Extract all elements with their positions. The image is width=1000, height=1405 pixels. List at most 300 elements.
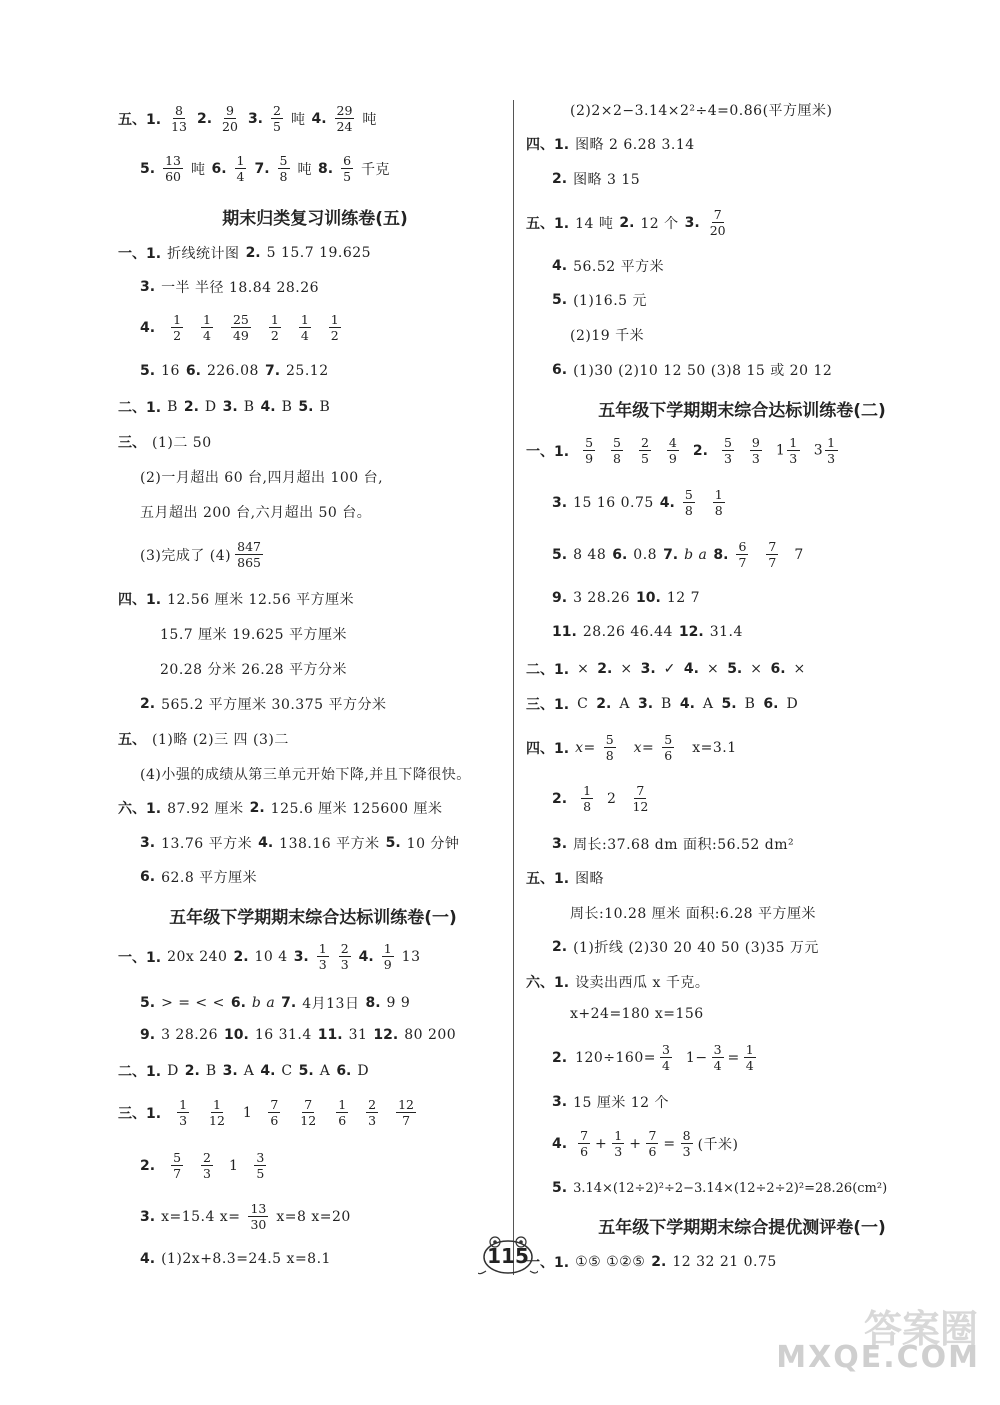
item-label: 11. <box>552 624 577 640</box>
item-label: 5. <box>140 160 156 177</box>
answer-line <box>552 784 652 813</box>
item-label: 3. <box>684 214 700 231</box>
section-heading: 期末归类复习训练卷(五) <box>222 209 408 229</box>
answer-text: (1)2x+8.3=24.5 x=8.1 <box>161 1251 331 1267</box>
answer-line <box>118 798 443 818</box>
answer-line <box>140 1202 351 1231</box>
item-label: 五、 <box>118 732 146 748</box>
fraction: $\frac{5}{9}$ <box>585 435 594 466</box>
fraction: $\frac{7}{20}$ <box>709 207 726 238</box>
item-label: 2. <box>552 790 568 807</box>
fraction: $\frac{7}{12}$ <box>300 1097 317 1128</box>
answer-line <box>118 729 289 749</box>
answer-text: (1)略 (2)三 四 (3)二 <box>152 732 289 748</box>
answer-text: 12.56 厘米 12.56 平方厘米 <box>167 592 355 608</box>
item-label: 2. <box>692 442 708 459</box>
answer-text: 125.6 厘米 125600 厘米 <box>270 801 443 817</box>
answer-line <box>552 360 832 380</box>
watermark-url: MXQE.COM <box>776 1340 980 1375</box>
answer-text: 20.28 分米 26.28 平方分米 <box>160 662 348 678</box>
answer-text: × <box>793 661 806 677</box>
answer-line <box>552 1092 669 1112</box>
item-label: 6. <box>140 869 156 885</box>
answer-text: 12 个 <box>640 215 679 232</box>
answer-line <box>552 937 819 957</box>
item-label: 二、1. <box>526 662 570 678</box>
answer-text: 15 16 0.75 <box>573 494 654 511</box>
fraction: $\frac{8}{3}$ <box>682 1128 691 1159</box>
answer-text: 折线统计图 <box>167 246 240 262</box>
answer-line <box>526 659 806 679</box>
answer-text: 0.8 <box>633 546 658 563</box>
item-label: 2. <box>140 1157 156 1174</box>
item-label: 3. <box>247 110 263 127</box>
item-label: 4. <box>659 494 675 511</box>
item-label: 3. <box>552 836 568 852</box>
answer-line <box>552 169 640 189</box>
answer-text: 31 <box>348 1027 368 1043</box>
answer-line <box>552 624 743 640</box>
answer-text: (4)小强的成绩从第三单元开始下降,并且下降很快。 <box>140 767 471 783</box>
fraction: $\frac{2}{3}$ <box>368 1097 377 1128</box>
answer-text: A <box>243 1063 255 1079</box>
answer-text: 28.26 46.44 <box>582 624 673 640</box>
answer-text: (1)16.5 元 <box>573 293 648 309</box>
item-label: 12. <box>678 624 704 640</box>
answer-line <box>118 397 330 417</box>
answer-text: x=8 x=20 <box>276 1208 351 1225</box>
answer-line <box>140 313 343 342</box>
answer-text: 14 吨 <box>575 215 614 232</box>
item-label: 4. <box>683 661 699 677</box>
item-label: 5. <box>385 835 401 851</box>
item-label: 4. <box>358 948 374 965</box>
fraction: $\frac{1}{4}$ <box>745 1042 754 1073</box>
answer-text: 五月超出 200 台,六月超出 50 台。 <box>140 505 372 521</box>
fraction: $\frac{5}{8}$ <box>279 153 288 184</box>
item-label: 三、1. <box>526 697 570 713</box>
answer-text: × <box>750 661 763 677</box>
item-label: 5. <box>552 1180 568 1196</box>
answer-line <box>552 256 664 276</box>
page-number-badge <box>478 1235 538 1277</box>
item-label: 4. <box>260 1063 276 1079</box>
answer-line <box>526 134 695 154</box>
fraction: $\frac{1}{4}$ <box>236 153 245 184</box>
answer-line <box>526 868 604 888</box>
answer-line <box>140 154 390 183</box>
answer-line <box>526 733 737 762</box>
fraction: $\frac{5}{6}$ <box>664 732 673 763</box>
item-label: 6. <box>770 661 786 677</box>
answer-text: 138.16 平方米 <box>279 836 380 852</box>
answer-line <box>552 290 647 310</box>
fraction: $\frac{1}{4}$ <box>203 312 211 343</box>
section-heading: 五年级下学期期末综合提优测评卷(一) <box>598 1218 886 1238</box>
item-label: 5. <box>721 696 737 712</box>
fraction: $\frac{3}{4}$ <box>661 1042 670 1073</box>
answer-text: 7 <box>794 546 804 563</box>
column-divider <box>513 100 514 1275</box>
item-label: 5. <box>140 363 156 379</box>
fraction: $\frac{12}{7}$ <box>398 1097 415 1128</box>
answer-text: 3 28.26 <box>573 590 630 606</box>
item-label: 3. <box>140 1208 156 1225</box>
fraction: $\frac{6}{5}$ <box>343 153 352 184</box>
item-label: 8. <box>318 160 334 177</box>
item-label: 2. <box>552 1049 568 1066</box>
answer-text: 3 $\frac{1}{3}$ <box>813 435 836 466</box>
fraction: $\frac{2}{3}$ <box>203 1150 211 1181</box>
item-label: 2. <box>596 696 612 712</box>
fraction: $\frac{5}{8}$ <box>684 487 693 518</box>
answer-text: 2 <box>607 790 617 807</box>
answer-text: 15 厘米 12 个 <box>573 1095 670 1111</box>
item-label: 2. <box>249 800 265 816</box>
answer-text: > = < < <box>161 995 225 1011</box>
fraction: $\frac{13}{60}$ <box>165 153 181 184</box>
answer-text: B <box>281 399 293 415</box>
item-label: 二、1. <box>118 1064 162 1080</box>
answer-text: D <box>204 399 217 415</box>
item-label: 五、1. <box>526 215 570 232</box>
item-label: 四、1. <box>526 137 570 153</box>
item-label: 4. <box>552 258 568 274</box>
answer-text: 图略 3 15 <box>573 172 641 188</box>
item-label: 2. <box>184 1063 200 1079</box>
answer-line <box>140 867 257 887</box>
item-label: 4. <box>258 835 274 851</box>
answer-line <box>118 1061 369 1081</box>
answer-text: B <box>319 399 331 415</box>
item-label: 四、1. <box>118 592 162 608</box>
item-label: 3. <box>293 948 309 965</box>
item-label: 五、1. <box>118 111 162 128</box>
answer-line <box>526 436 840 465</box>
answer-line <box>552 834 794 854</box>
fraction: $\frac{1}{12}$ <box>209 1097 225 1128</box>
fraction: $\frac{1}{8}$ <box>714 487 723 518</box>
fraction: $\frac{9}{20}$ <box>222 103 238 134</box>
answer-text: 13 <box>401 948 421 965</box>
item-label: 6. <box>336 1063 352 1079</box>
answer-text: 10 4 <box>254 948 288 965</box>
item-label: 3. <box>552 1094 568 1110</box>
answer-text: b a <box>251 995 276 1011</box>
answer-text: × <box>620 661 633 677</box>
item-label: 一、1. <box>526 443 570 460</box>
answer-line <box>140 1251 331 1267</box>
answer-text: 15.7 厘米 19.625 平方厘米 <box>160 627 348 643</box>
item-label: 2. <box>552 171 568 187</box>
unit: 吨 <box>290 111 306 128</box>
answer-line <box>552 1043 758 1072</box>
item-label: 6. <box>763 696 779 712</box>
item-label: 3. <box>140 835 156 851</box>
answer-text: 1− <box>685 1049 708 1066</box>
answer-text: 一半 半径 18.84 28.26 <box>161 280 320 296</box>
fraction: $\frac{1}{3}$ <box>318 941 327 972</box>
item-label: 2. <box>651 1254 667 1270</box>
answer-text: 25.12 <box>286 363 329 379</box>
answer-line <box>140 363 329 379</box>
answer-text: ①⑤ ①②⑤ <box>575 1254 646 1270</box>
fraction: $\frac{7}{6}$ <box>270 1097 279 1128</box>
fraction: $\frac{4}{9}$ <box>668 435 677 466</box>
answer-text: 5 15.7 19.625 <box>266 245 372 261</box>
item-label: 7. <box>264 363 281 379</box>
answer-text: 87.92 厘米 <box>167 801 244 817</box>
item-label: 8. <box>713 546 729 563</box>
fraction: $\frac{2}{5}$ <box>273 103 281 134</box>
fraction: $\frac{1}{9}$ <box>383 941 392 972</box>
answer-line <box>570 1006 704 1022</box>
page-number: 115 <box>487 1244 529 1268</box>
answer-text: = <box>727 1049 740 1066</box>
item-label: 5. <box>552 292 568 308</box>
item-label: 10. <box>636 590 661 606</box>
item-label: 六、1. <box>526 975 570 991</box>
answer-line <box>118 432 212 452</box>
item-label: 2. <box>597 661 613 677</box>
answer-line <box>552 540 804 569</box>
answer-text: + <box>629 1135 642 1152</box>
answer-line <box>526 208 730 237</box>
unit: (千米) <box>697 1136 739 1153</box>
answer-text: 80 200 <box>404 1027 457 1043</box>
item-label: 4. <box>679 696 695 712</box>
answer-text: 62.8 平方厘米 <box>161 870 258 886</box>
item-label: 五、1. <box>526 871 570 887</box>
answer-text: + <box>595 1135 608 1152</box>
answer-text: 1 <box>228 1157 239 1174</box>
item-label: 4. <box>260 399 276 415</box>
item-label: 11. <box>317 1027 343 1043</box>
item-label: 5. <box>298 399 314 415</box>
fraction: $\frac{2}{5}$ <box>640 435 649 466</box>
item-label: 2. <box>196 110 213 127</box>
item-label: 6. <box>552 362 568 378</box>
answer-text: (2)一月超出 60 台,四月超出 100 台, <box>140 470 384 486</box>
item-label: 7. <box>663 546 679 563</box>
item-label: 6. <box>211 160 227 177</box>
answer-text: (3)完成了 (4) <box>140 547 232 564</box>
answer-text: A <box>319 1063 331 1079</box>
fraction: $\frac{1}{4}$ <box>300 312 309 343</box>
answer-text: ✓ <box>663 661 676 677</box>
item-label: 3. <box>222 1063 238 1079</box>
answer-text: 31.4 <box>709 624 743 640</box>
answer-line <box>140 833 459 853</box>
answer-text: C <box>281 1063 293 1079</box>
fraction: $\frac{1}{2}$ <box>173 312 182 343</box>
answer-text: 16 31.4 <box>254 1027 312 1043</box>
answer-text: 1 <box>242 1104 253 1121</box>
fraction: $\frac{847}{865}$ <box>237 539 261 570</box>
answer-text: 1 $\frac{1}{3}$ <box>775 435 798 466</box>
answer-text: x= <box>575 739 596 756</box>
fraction: $\frac{8}{13}$ <box>171 103 187 134</box>
answer-text: 226.08 <box>206 363 259 379</box>
answer-text: = <box>663 1135 676 1152</box>
unit: 千克 <box>361 161 391 178</box>
answer-text: 12 7 <box>666 590 700 606</box>
watermark-logo: 答案圈 <box>863 1307 978 1351</box>
answer-text: A <box>619 696 630 712</box>
answer-line <box>552 1180 887 1196</box>
answer-text: × <box>577 661 590 677</box>
item-label: 6. <box>230 995 246 1011</box>
answer-line <box>118 243 371 263</box>
answer-text: 13.76 平方米 <box>161 836 253 852</box>
fraction: $\frac{7}{7}$ <box>768 539 777 570</box>
item-label: 2. <box>183 399 199 415</box>
fraction: $\frac{2}{3}$ <box>340 941 349 972</box>
answer-text: B <box>167 399 178 415</box>
item-label: 9. <box>552 590 568 606</box>
answer-line <box>140 1027 456 1043</box>
item-label: 一、1. <box>526 1255 570 1271</box>
answer-line <box>160 659 347 679</box>
item-label: 2. <box>552 939 568 955</box>
item-label: 8. <box>365 995 381 1011</box>
answer-text: C <box>577 696 589 712</box>
item-label: 六、1. <box>118 801 162 817</box>
answer-text: x= <box>633 739 655 756</box>
answer-line <box>160 624 347 644</box>
item-label: 3. <box>637 696 654 712</box>
fraction: $\frac{7}{6}$ <box>648 1128 657 1159</box>
answer-line <box>118 589 354 609</box>
answer-line <box>140 694 386 714</box>
answer-text: (1)二 50 <box>152 435 212 451</box>
item-label: 3. <box>552 494 568 511</box>
answer-line <box>140 764 471 784</box>
answer-text: (1)30 (2)10 12 50 (3)8 15 或 20 12 <box>573 363 833 379</box>
answer-line <box>140 993 410 1013</box>
answer-line <box>118 1098 418 1127</box>
answer-text: x+24=180 x=156 <box>570 1006 704 1022</box>
answer-line <box>140 1151 268 1180</box>
fraction: $\frac{5}{7}$ <box>173 1150 182 1181</box>
answer-text: 图略 <box>575 871 605 887</box>
item-label: 2. <box>245 245 261 261</box>
item-label: 一、1. <box>118 949 162 966</box>
fraction: $\frac{3}{4}$ <box>713 1042 722 1073</box>
answer-text: (1)折线 (2)30 20 40 50 (3)35 万元 <box>573 940 819 956</box>
answer-line <box>552 488 727 517</box>
answer-line <box>118 104 377 133</box>
answer-text: 56.52 平方米 <box>573 259 665 275</box>
unit: 吨 <box>190 161 206 178</box>
item-label: 四、1. <box>526 740 570 757</box>
answer-line <box>570 903 816 923</box>
answer-text: 9 9 <box>386 995 411 1011</box>
answer-line <box>526 694 798 714</box>
item-label: 5. <box>140 995 156 1011</box>
answer-text: 周长:10.28 厘米 面积:6.28 平方厘米 <box>570 906 817 922</box>
fraction: $\frac{6}{7}$ <box>738 539 747 570</box>
answer-text: 设卖出西瓜 x 千克。 <box>575 975 710 991</box>
answer-text: x=3.1 <box>692 739 737 756</box>
answer-text: 12 32 21 0.75 <box>672 1254 777 1270</box>
section-heading: 五年级下学期期末综合达标训练卷(二) <box>598 401 886 421</box>
item-label: 7. <box>254 160 270 177</box>
item-label: 4. <box>140 319 156 336</box>
answer-line <box>526 1252 777 1272</box>
fraction: $\frac{1}{2}$ <box>330 312 339 343</box>
unit: 吨 <box>362 111 377 128</box>
item-label: 6. <box>185 363 201 379</box>
item-label: 4. <box>311 110 327 127</box>
answer-text: 120÷160= <box>575 1049 656 1066</box>
answer-text: 4月13日 <box>302 996 360 1012</box>
answer-text: 16 <box>161 363 180 379</box>
answer-text: 565.2 平方厘米 30.375 平方分米 <box>161 697 387 713</box>
answer-text: B <box>205 1063 217 1079</box>
fraction: $\frac{5}{3}$ <box>723 435 732 466</box>
answer-text: 20x 240 <box>167 948 228 965</box>
item-label: 5. <box>552 546 568 563</box>
fraction: $\frac{1}{2}$ <box>270 312 279 343</box>
fraction: $\frac{9}{3}$ <box>751 435 760 466</box>
answer-text: 周长:37.68 dm 面积:56.52 dm² <box>573 837 795 853</box>
answer-line <box>140 540 265 569</box>
fraction: $\frac{3}{5}$ <box>256 1150 265 1181</box>
answer-text: 8 48 <box>573 546 607 563</box>
item-label: 三、1. <box>118 1105 162 1122</box>
item-label: 3. <box>222 399 238 415</box>
item-label: 9. <box>140 1027 156 1043</box>
fraction: $\frac{5}{8}$ <box>605 732 614 763</box>
item-label: 10. <box>224 1027 249 1043</box>
item-label: 5. <box>298 1063 314 1079</box>
answer-line <box>140 502 371 522</box>
answer-text: 3 28.26 <box>161 1027 218 1043</box>
answer-text: B <box>243 399 255 415</box>
answer-text: (2)2×2−3.14×2²÷4=0.86(平方厘米) <box>570 103 833 119</box>
answer-text: B <box>661 696 672 712</box>
answer-text: (2)19 千米 <box>570 328 645 344</box>
answer-text: A <box>702 696 714 712</box>
fraction: $\frac{25}{49}$ <box>232 312 249 343</box>
fraction: $\frac{13}{30}$ <box>250 1201 267 1232</box>
item-label: 一、1. <box>118 246 162 262</box>
answer-text: x=15.4 x= <box>161 1208 241 1225</box>
answer-line <box>526 972 709 992</box>
fraction: $\frac{1}{6}$ <box>338 1097 347 1128</box>
answer-text: D <box>357 1063 370 1079</box>
answer-line <box>118 942 421 971</box>
answer-line <box>570 100 833 120</box>
answer-line <box>140 277 319 297</box>
fraction: $\frac{7}{6}$ <box>580 1128 589 1159</box>
item-label: 4. <box>140 1251 156 1267</box>
item-label: 4. <box>552 1135 568 1152</box>
fraction: $\frac{29}{24}$ <box>336 103 353 134</box>
fraction: $\frac{1}{8}$ <box>583 783 592 814</box>
item-label: 二、1. <box>118 400 162 416</box>
item-label: 3. <box>140 279 156 295</box>
answer-line <box>552 590 700 606</box>
fraction: $\frac{1}{3}$ <box>614 1128 623 1159</box>
answer-line <box>552 1129 739 1158</box>
item-label: 2. <box>233 948 249 965</box>
answer-text: B <box>744 696 756 712</box>
section-heading: 五年级下学期期末综合达标训练卷(一) <box>169 908 457 928</box>
fraction: $\frac{5}{8}$ <box>613 435 621 466</box>
item-label: 5. <box>727 661 743 677</box>
